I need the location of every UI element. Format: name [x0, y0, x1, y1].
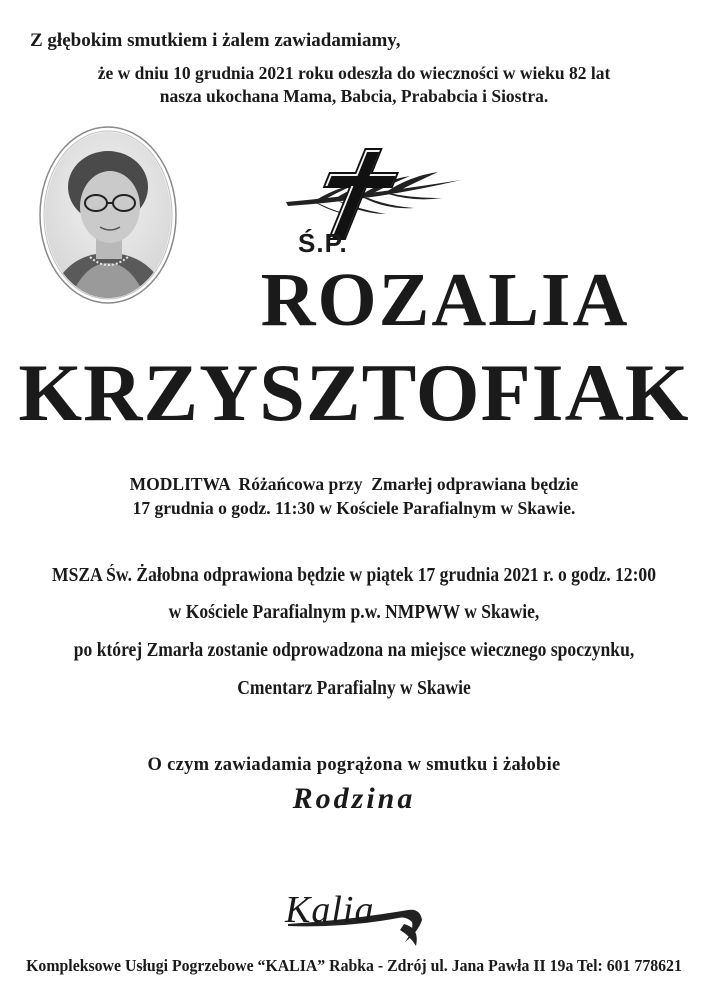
- prayer-line-2: 17 grudnia o godz. 11:30 w Kościele Parafialnym w Skawie.: [132, 498, 576, 518]
- intro-line-1: Z głębokim smutkiem i żalem zawiadamiamy,: [30, 30, 401, 51]
- footer-contact: Kompleksowe Usługi Pogrzebowe “KALIA” Rabka - Zdrój ul. Jana Pawła II 19a Tel: 601 778621: [26, 956, 682, 975]
- first-name: ROZALIA: [260, 258, 630, 342]
- last-name: KRZYSZTOFIAK: [18, 347, 690, 438]
- intro-line-3: nasza ukochana Mama, Babcia, Prababcia i Siostra.: [159, 86, 549, 106]
- intro-line-2: że w dniu 10 grudnia 2021 roku odeszła do wieczności w wieku 82 lat: [97, 63, 611, 83]
- mass-line-4: Cmentarz Parafialny w Skawie: [237, 678, 471, 699]
- mass-line-2: w Kościele Parafialnym p.w. NMPWW w Skawie,: [168, 602, 540, 623]
- kalia-logo-text: Kalia: [285, 889, 375, 931]
- mass-line-1: MSZA Św. Żałobna odprawiona będzie w piątek 17 grudnia 2021 r. o godz. 12:00: [52, 565, 656, 586]
- sp-prefix: Ś.P.: [298, 228, 348, 258]
- family-signature: Rodzina: [292, 782, 416, 815]
- portrait-photo: [38, 125, 178, 305]
- mass-line-3: po której Zmarła zostanie odprowadzona na miejsce wiecznego spoczynku,: [73, 640, 635, 661]
- closing-line: O czym zawiadamia pogrążona w smutku i żałobie: [147, 755, 561, 775]
- prayer-line-1: MODLITWA Różańcowa przy Zmarłej odprawiana będzie: [129, 474, 579, 494]
